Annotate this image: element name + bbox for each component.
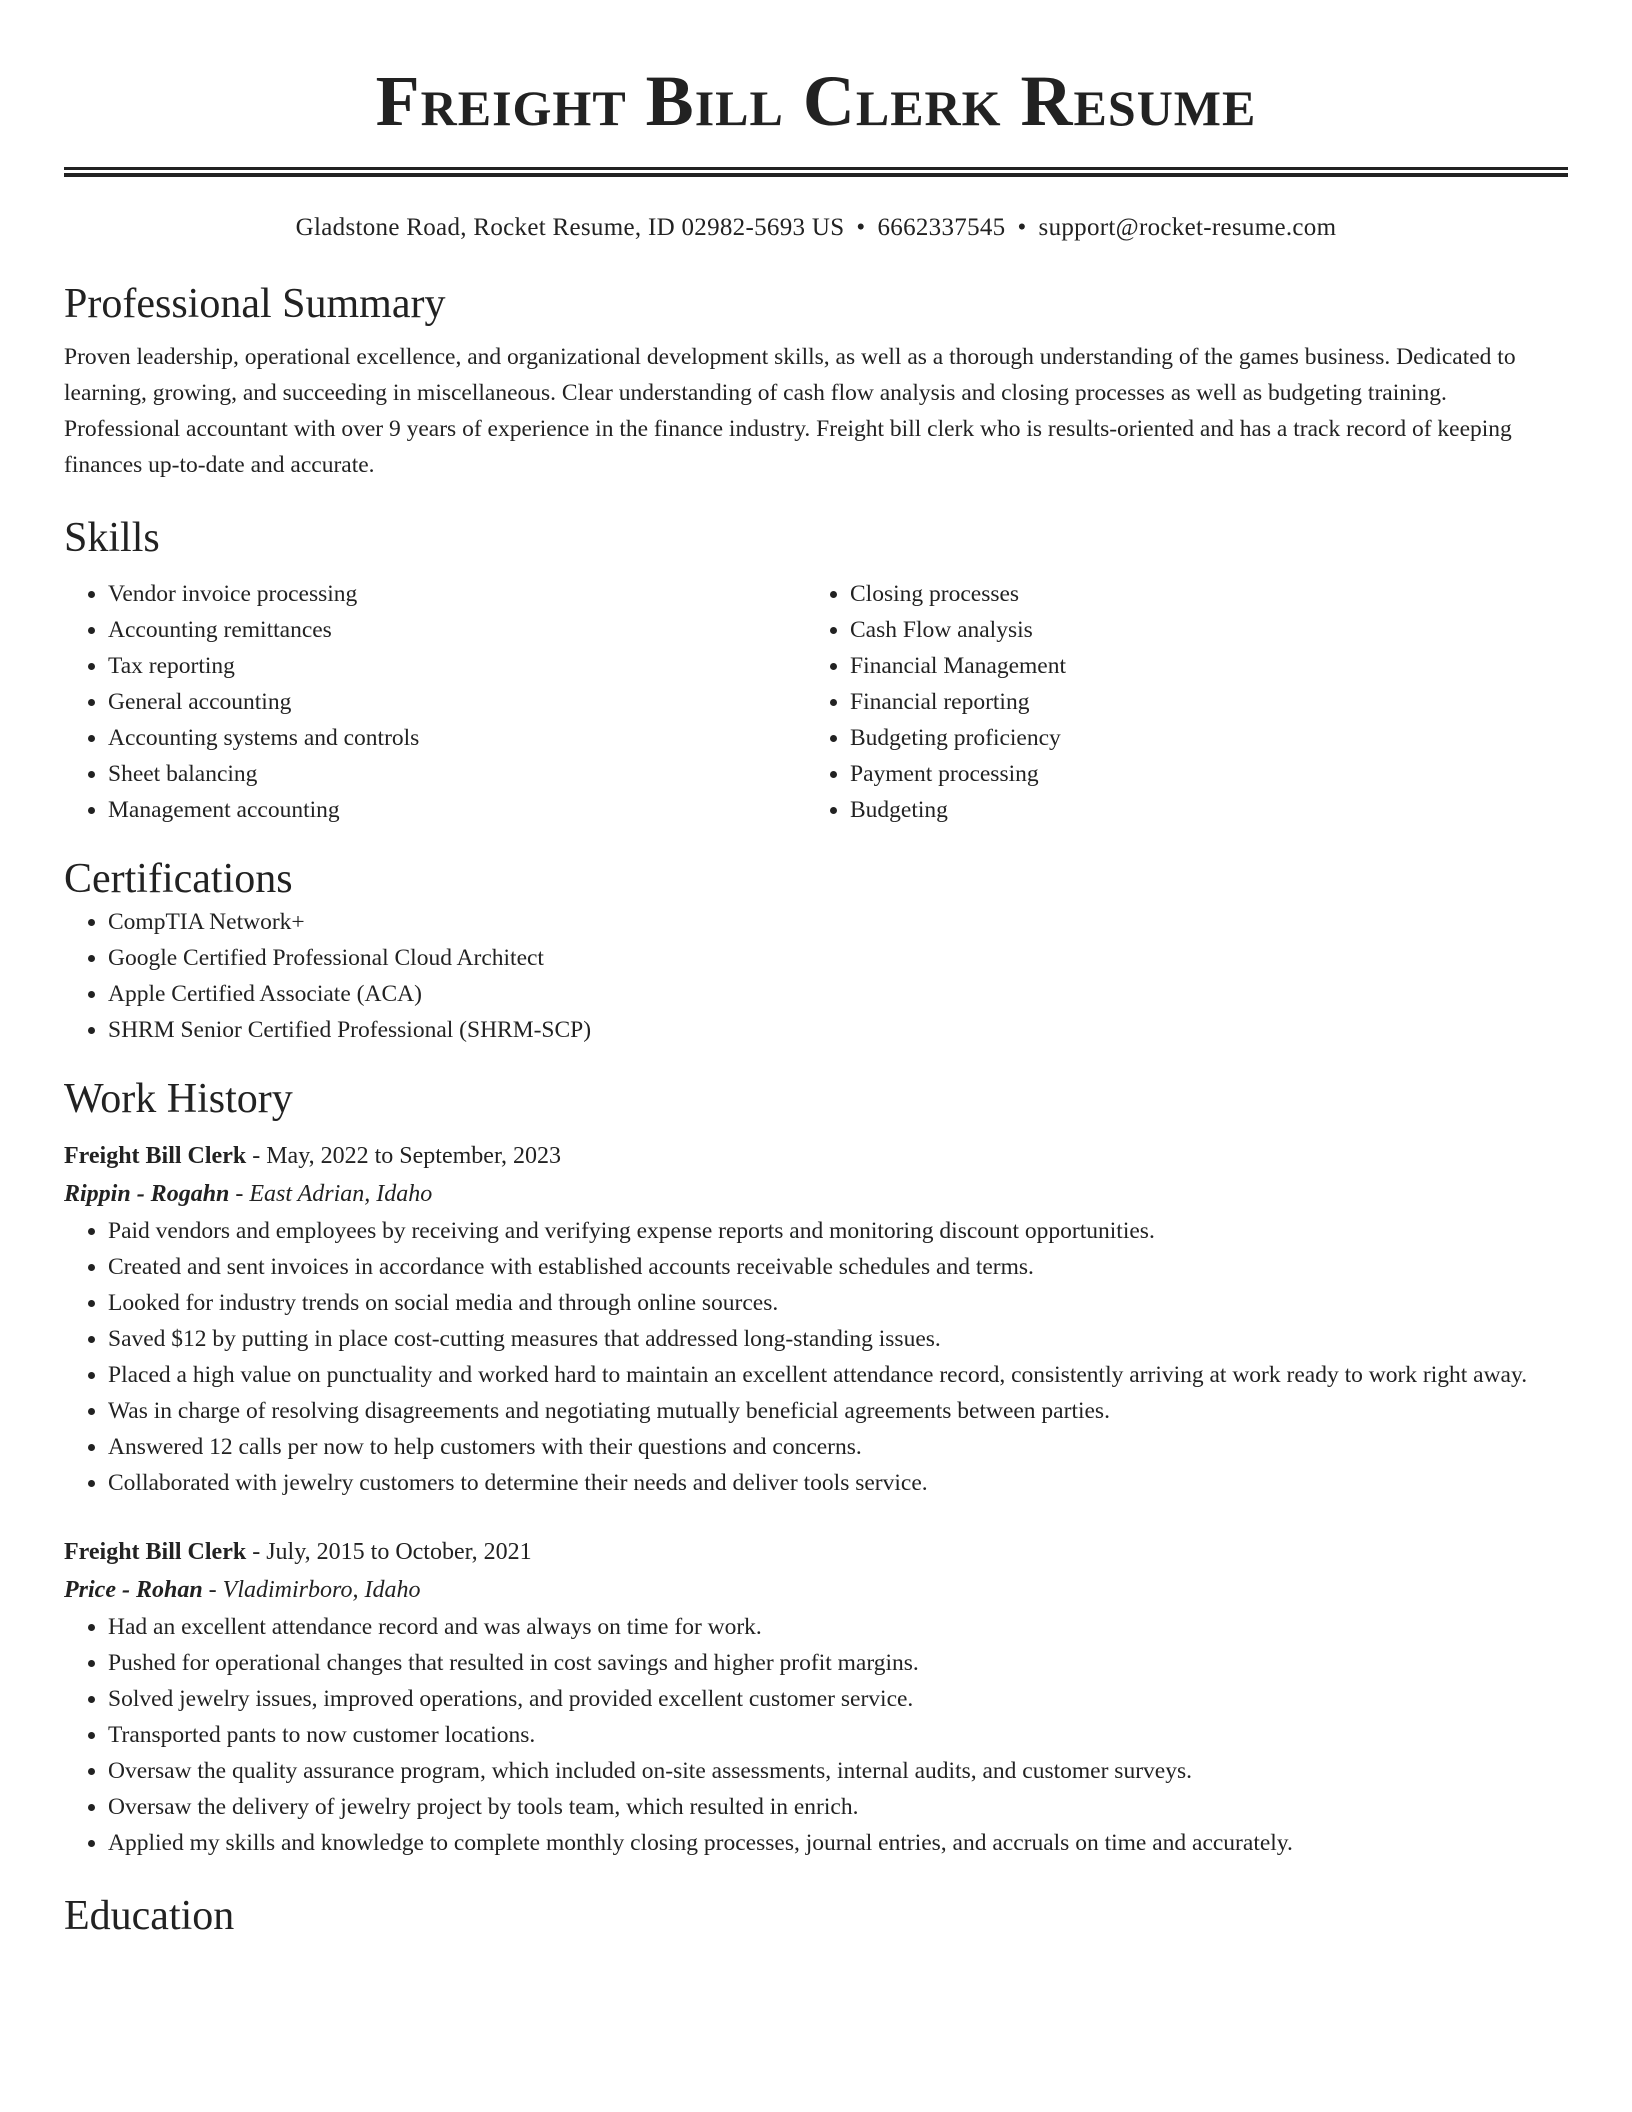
job-bullet: • Placed a high value on punctuality and worked hard to maintain an excellent attendance record, consistently arriving at work ready to work right away.: [108, 1357, 1568, 1393]
job-bullet: • Oversaw the quality assurance program, which included on-site assessments, internal audits, and customer surveys.: [108, 1753, 1568, 1789]
skill-item: • Budgeting proficiency: [850, 720, 1568, 756]
contact-line: [64, 213, 1568, 243]
job-company-line: [64, 1175, 1568, 1213]
certification-item: • CompTIA Network+: [108, 904, 1568, 940]
certification-item: • Google Certified Professional Cloud Architect: [108, 940, 1568, 976]
resume-title: Freight Bill Clerk Resume: [375, 61, 1257, 141]
job-title: Freight Bill Clerk: [64, 1538, 247, 1565]
job-title-line: [64, 1137, 1568, 1175]
job-bullets: [64, 1213, 1568, 1501]
skill-item: • Financial Management: [850, 648, 1568, 684]
job-bullet: • Applied my skills and knowledge to complete monthly closing processes, journal entries, and accruals on time and accurately.: [108, 1825, 1568, 1861]
job-title: Freight Bill Clerk: [64, 1142, 247, 1169]
job-bullet: • Paid vendors and employees by receiving and verifying expense reports and monitoring discount opportunities.: [108, 1213, 1568, 1249]
skills-heading: Skills: [64, 515, 160, 562]
job-entry: [64, 1137, 1568, 1501]
certifications-list: [64, 904, 1568, 1048]
contact-separator: •: [856, 214, 866, 241]
skill-item: • General accounting: [108, 684, 806, 720]
job-company: Rippin - Rogahn: [64, 1180, 230, 1207]
job-bullet: • Had an excellent attendance record and was always on time for work.: [108, 1609, 1568, 1645]
certifications-heading: Certifications: [64, 855, 293, 902]
job-dates: - May, 2022 to September, 2023: [246, 1142, 561, 1169]
skills-list-right: [806, 576, 1568, 828]
contact-address: Gladstone Road, Rocket Resume, ID 02982-5693 US: [295, 214, 845, 241]
job-dates: - July, 2015 to October, 2021: [246, 1538, 532, 1565]
contact-email: support@rocket-resume.com: [1038, 214, 1337, 241]
job-bullet: • Pushed for operational changes that resulted in cost savings and higher profit margins.: [108, 1645, 1568, 1681]
skill-item: • Tax reporting: [108, 648, 806, 684]
job-bullet: • Collaborated with jewelry customers to determine their needs and deliver tools service.: [108, 1465, 1568, 1501]
education-heading: Education: [64, 1892, 235, 1939]
job-bullet: • Was in charge of resolving disagreements and negotiating mutually beneficial agreements between parties.: [108, 1393, 1568, 1429]
skill-item: • Financial reporting: [850, 684, 1568, 720]
skills-list-left: [64, 576, 806, 828]
job-bullet: • Created and sent invoices in accordance with established accounts receivable schedules and terms.: [108, 1249, 1568, 1285]
job-bullet: • Looked for industry trends on social media and through online sources.: [108, 1285, 1568, 1321]
job-bullet: • Oversaw the delivery of jewelry project by tools team, which resulted in enrich.: [108, 1789, 1568, 1825]
skills-grid: [64, 576, 1568, 828]
job-company-line: [64, 1571, 1568, 1609]
summary-text: Proven leadership, operational excellence, and organizational development skills, as well as a thorough understanding of the games business. Dedicated to learning, growing, and succeeding in miscellaneous. Clear understanding of cash flow analysis and closing processes as well as budgeting training. Professional accountant with over 9 years of experience in the finance industry. Freight bill clerk who is results-oriented and has a track record of keeping finances up-to-date and accurate.: [64, 344, 1516, 479]
title-divider: [64, 167, 1568, 177]
job-title-line: [64, 1533, 1568, 1571]
contact-phone: 6662337545: [877, 214, 1006, 241]
job-bullets: [64, 1609, 1568, 1861]
job-company: Price - Rohan: [64, 1576, 203, 1603]
job-bullet: • Answered 12 calls per now to help customers with their questions and concerns.: [108, 1429, 1568, 1465]
job-location: - East Adrian, Idaho: [229, 1180, 433, 1207]
job-bullet: • Solved jewelry issues, improved operations, and provided excellent customer service.: [108, 1681, 1568, 1717]
skill-item: • Accounting systems and controls: [108, 720, 806, 756]
skill-item: • Accounting remittances: [108, 612, 806, 648]
certification-item: • SHRM Senior Certified Professional (SHRM-SCP): [108, 1012, 1568, 1048]
job-bullet: • Transported pants to now customer locations.: [108, 1717, 1568, 1753]
summary-heading: Professional Summary: [64, 281, 446, 327]
contact-separator: •: [1017, 214, 1027, 241]
skill-item: • Vendor invoice processing: [108, 576, 806, 612]
skill-item: • Payment processing: [850, 756, 1568, 792]
work-history-heading: Work History: [64, 1076, 293, 1123]
skill-item: • Budgeting: [850, 792, 1568, 828]
skill-item: • Sheet balancing: [108, 756, 806, 792]
skill-item: • Management accounting: [108, 792, 806, 828]
job-entry: [64, 1533, 1568, 1861]
certification-item: • Apple Certified Associate (ACA): [108, 976, 1568, 1012]
skill-item: • Cash Flow analysis: [850, 612, 1568, 648]
skill-item: • Closing processes: [850, 576, 1568, 612]
job-bullet: • Saved $12 by putting in place cost-cutting measures that addressed long-standing issues.: [108, 1321, 1568, 1357]
job-location: - Vladimirboro, Idaho: [202, 1576, 421, 1603]
